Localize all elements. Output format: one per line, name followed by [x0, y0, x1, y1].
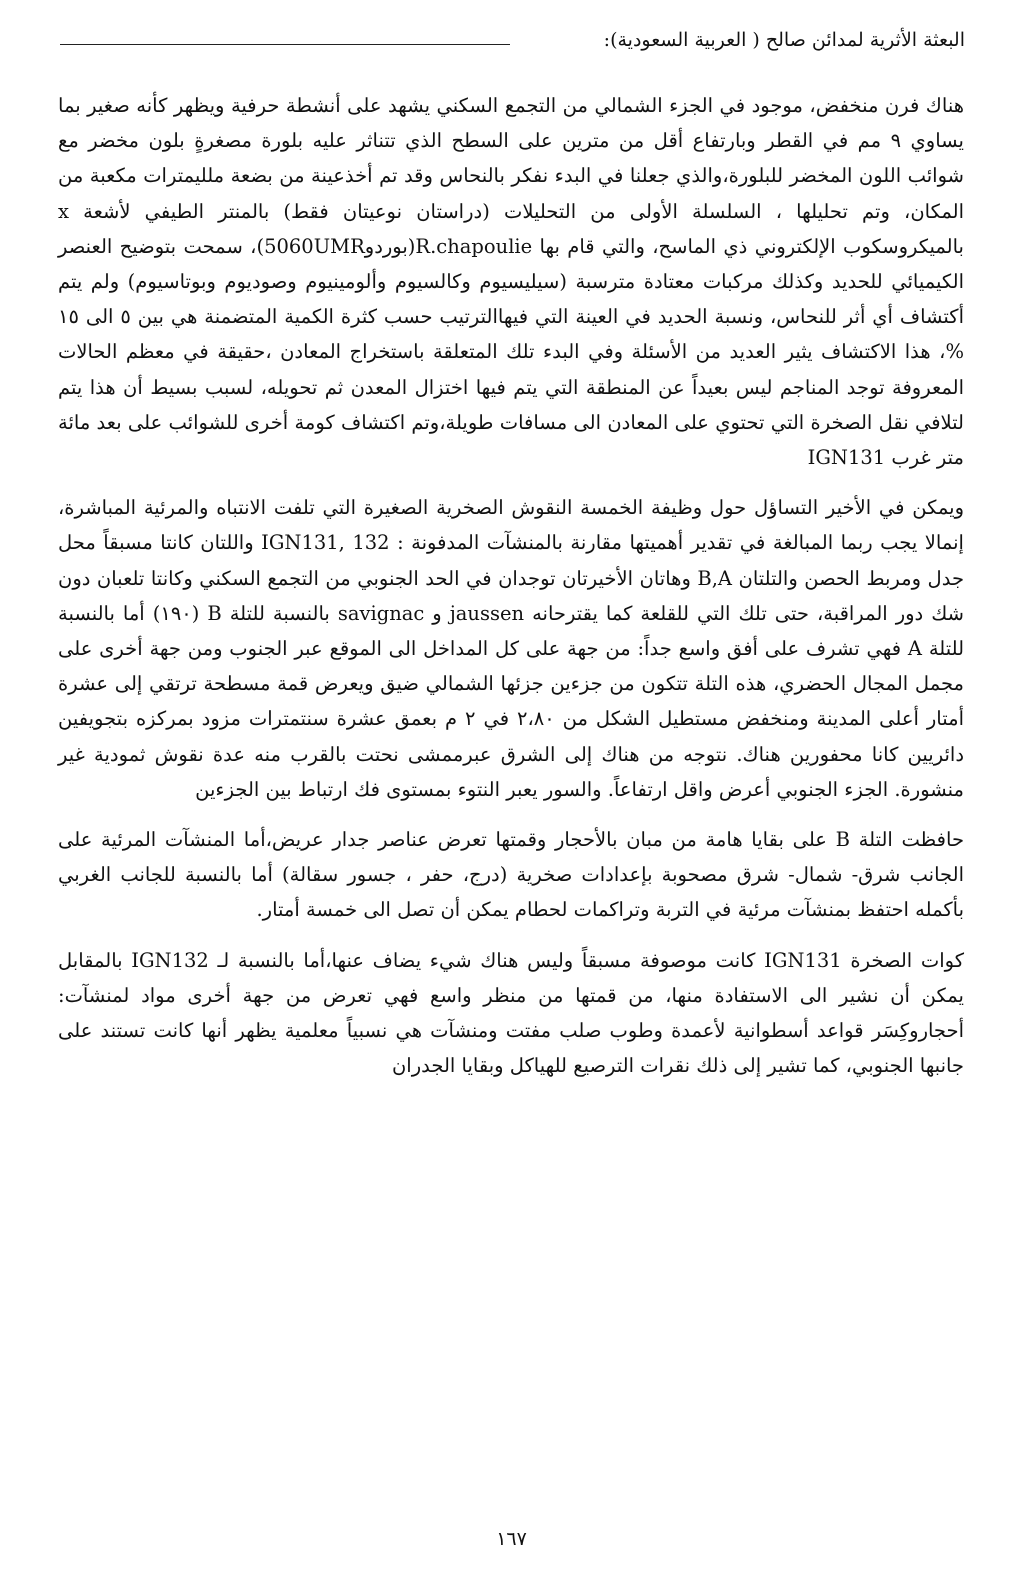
- paragraph-spacer: [58, 475, 964, 490]
- header-rule: [60, 44, 510, 45]
- running-title: البعثة الأثرية لمدائن صالح ( العربية السعودية):: [603, 29, 965, 51]
- body-text: [58, 88, 964, 1083]
- paragraph-furnace: هناك فرن منخفض، موجود في الجزء الشمالي من التجمع السكني يشهد على أنشطة حرفية ويظهر كأنه صغير بما يساوي ٩ مم في القطر وبارتفاع أقل من مترين على السطح الذي تتناثر عليه بلورة مصغرةٍ بلون مخضر مع شوائب اللون المخضر للبلورة،والذي جعلنا في البدء نفكر بالنحاس وقد تم أخذعينة من بضعة ملليمترات مكعبة من المكان، وتم تحليلها ، السلسلة الأولى من التحليلات (دراستان نوعيتان فقط) بالمنتر الطيفي لأشعة x بالميكروسكوب الإلكتروني ذي الماسح، والتي قام بها R.chapoulie(بوردو5060UMR)، سمحت بتوضيح العنصر الكيميائي للحديد وكذلك مركبات معتادة مترسبة (سيليسيوم وكالسيوم وألومينيوم وصوديوم وبوتاسيوم) ولم يتم أكتشاف أي أثر للنحاس، ونسبة الحديد في العينة التي فيهاالترتيب حسب كثرة الكمية المتضمنة هي بين ٥ الى ١٥ %، هذا الاكتشاف يثير العديد من الأسئلة وفي البدء تلك المتعلقة باستخراج المعادن ،حقيقة في معظم الحالات المعروفة توجد المناجم ليس بعيداً عن المنطقة التي يتم فيها اختزال المعدن ثم تحويله، لسبب بسيط أن هذا يتم لتلافي نقل الصخرة التي تحتوي على المعادن الى مسافات طويلة،وتم اكتشاف كومة أخرى للشوائب على بعد مائة متر غرب IGN131: [58, 94, 964, 470]
- paragraph-spacer: [58, 928, 964, 943]
- paragraph-hill-b: حافظت التلة B على بقايا هامة من مبان بالأحجار وقمتها تعرض عناصر جدار عريض،أما المنشآت المرئية على الجانب شرق- شمال- شرق مصحوبة بإعدادات صخرية (درج، حفر ، جسور سقالة) أما بالنسبة للجانب الغربي بأكمله احتفظ بمنشآت مرئية في التربة وتراكمات لحطام يمكن أن تصل الى خمسة أمتار.: [58, 828, 964, 922]
- page-number: ١٦٧: [496, 1528, 527, 1550]
- page-header: [60, 22, 965, 62]
- paragraph-rock-niches: كوات الصخرة IGN131 كانت موصوفة مسبقاً وليس هناك شيء يضاف عنها،أما بالنسبة لـ IGN132 بالمقابل يمكن أن نشير الى الاستفادة منها، من قمتها من منظر واسع فهي تعرض من جهة أخرى مواد لمنشآت: أحجاروكِسَر قواعد أسطوانية لأعمدة وطوب صلب مفتت ومنشآت هي نسبياً معلمية يظهر أنها كانت تستند على جانبها الجنوبي، كما تشير إلى ذلك نقرات الترصيع للهياكل وبقايا الجدران: [58, 948, 964, 1078]
- paragraph-spacer: [58, 807, 964, 822]
- paragraph-rock-inscriptions: ويمكن في الأخير التساؤل حول وظيفة الخمسة النقوش الصخرية الصغيرة التي تلفت الانتباه والمرئية المباشرة، إنمالا يجب ربما المبالغة في تقدير أهميتها مقارنة بالمنشآت المدفونة : IGN131, 132 واللتان كانتا مسبقاً محل جدل ومربط الحصن والتلتان B,A وهاتان الأخيرتان توجدان في الحد الجنوبي من التجمع السكني وكانتا تلعبان دون شك دور المراقبة، حتى تلك التي للقلعة كما يقترحانه jaussen و savignac بالنسبة للتلة B (١٩٠) أما بالنسبة للتلة A فهي تشرف على أفق واسع جداً: من جهة على كل المداخل الى الموقع عبر الجنوب ومن جهة أخرى على مجمل المجال الحضري، هذه التلة تتكون من جزءين جزئها الشمالي ضيق ويعرض قمة مسطحة ترتقي إلى عشرة أمتار أعلى المدينة ومنخفض مستطيل الشكل من ٢،٨٠ في ٢ م بعمق عشرة سنتمترات مزود بمركزه بتجويفين دائريين كانا محفورين هناك. نتوجه من هناك إلى الشرق عبرممشى نحتت بالقرب منه عدة نقوش ثمودية غير منشورة. الجزء الجنوبي أعرض واقل ارتفاعاً. والسور يعبر النتوء بمستوى فك ارتباط بين الجزءين: [58, 496, 965, 801]
